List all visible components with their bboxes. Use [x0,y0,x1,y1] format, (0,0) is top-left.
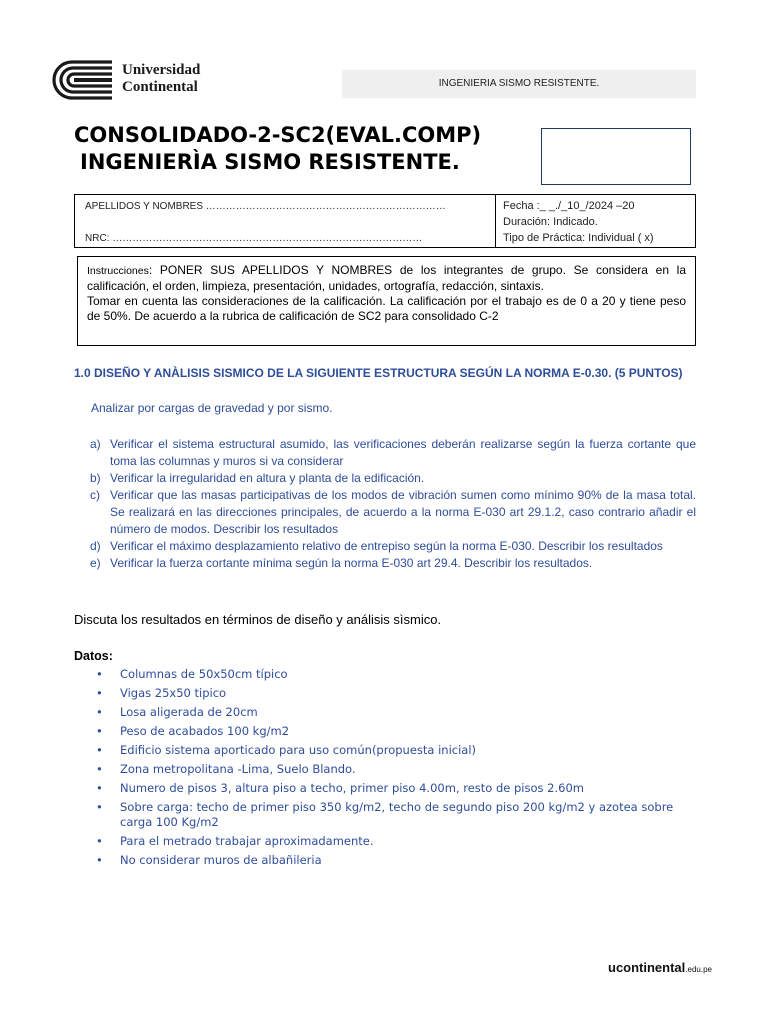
bullet-icon: • [96,743,103,757]
intro-text: Analizar por cargas de gravedad y por sismo. [91,401,333,415]
task-text: Verificar la fuerza cortante mínima según la norma E-030 art 29.4. Describir los resultados. [110,556,593,570]
title-line-2: INGENIERÌA SISMO RESISTENTE. [80,150,460,174]
logo-line-1: Universidad [122,62,201,78]
datos-item [96,851,696,870]
tasks-list [90,436,696,572]
fecha-field: Fecha :_ _./_10_/2024 –20 [503,200,635,212]
discuss-text: Discuta los resultados en términos de diseño y análisis sìsmico. [74,612,442,627]
task-item [90,538,696,555]
task-item [90,470,696,487]
continental-logo-icon [50,58,114,102]
datos-item [96,722,696,741]
instructions-label: Instrucciones [87,265,149,277]
bullet-icon: • [96,781,103,795]
bullet-icon: • [96,724,103,738]
task-item [90,555,696,572]
university-logo [50,58,230,102]
datos-text: Zona metropolitana -Lima, Suelo Blando. [120,762,356,776]
datos-text: Sobre carga: techo de primer piso 350 kg/m2, techo de segundo piso 200 kg/m2 y azotea sobre carga 100 Kg/m2 [120,800,674,829]
datos-text: Edificio sistema aporticado para uso común(propuesta inicial) [120,743,477,757]
task-text: Verificar que las masas participativas de los modos de vibración sumen como mínimo 90% de la masa total. Se realizará en las direcciones principales, de acuerdo a la norma E-030 art 29.1.2, caso contrario añadir el número de modos. Describir los resultados [110,488,696,536]
datos-list [96,665,696,870]
datos-text: Para el metrado trabajar aproximadamente. [120,834,374,848]
instructions-text-1: : PONER SUS APELLIDOS Y NOMBRES de los integrantes de grupo. Se considera en la calificación, el orden, limpieza, presentación, unidades, ortografía, redacción, sintaxis. [87,263,686,293]
bullet-icon: • [96,853,103,867]
task-text: Verificar el máximo desplazamiento relativo de entrepiso según la norma E-030. Describir los resultados [110,539,663,553]
datos-item [96,741,696,760]
datos-text: Columnas de 50x50cm típico [120,667,288,681]
logo-wordmark [122,62,200,96]
task-marker: d) [90,539,101,553]
title-line-1: CONSOLIDADO-2-SC2(EVAL.COMP) [74,123,482,147]
bullet-icon: • [96,667,103,681]
task-marker: a) [90,437,101,451]
datos-item [96,760,696,779]
instructions-paragraph-1 [87,263,686,294]
datos-item [96,703,696,722]
datos-text: Vigas 25x50 tipico [120,686,227,700]
instructions-text-2: Tomar en cuenta las consideraciones de la calificación. La calificación por el trabajo es de 0 a 20 y tiene peso de 50%. De acuerdo a la rubrica de calificación de SC2 para consolidado C-2 [87,294,686,323]
datos-text: Peso de acabados 100 kg/m2 [120,724,290,738]
bullet-icon: • [96,705,103,719]
datos-heading: Datos: [74,649,113,663]
datos-item [96,832,696,851]
datos-text: Losa aligerada de 20cm [120,705,258,719]
task-marker: e) [90,556,101,570]
apellidos-field: APELLIDOS Y NOMBRES ……………………………………………………………… [85,201,446,212]
datos-item [96,779,696,798]
task-item [90,487,696,538]
datos-item [96,684,696,703]
section-title: 1.0 DISEÑO Y ANÀLISIS SISMICO DE LA SIGUIENTE ESTRUCTURA SEGÚN LA NORMA E-0.30. (5 PUNTOS) [74,366,683,380]
score-box [541,128,691,185]
course-header-band: INGENIERIA SISMO RESISTENTE. [342,70,696,98]
nrc-field: NRC: ………………………………………………………………………………… [85,233,423,244]
bullet-icon: • [96,762,103,776]
bullet-icon: • [96,834,103,848]
footer-brand-name: ucontinental [608,960,686,975]
footer-domain: .edu.pe [685,965,712,974]
task-marker: c) [90,488,100,502]
task-item [90,436,696,470]
task-marker: b) [90,471,101,485]
document-title [74,122,481,176]
duracion-field: Duración: Indicado. [503,216,598,228]
datos-item [96,665,696,684]
instructions-box [77,256,696,346]
exam-info-box [496,194,696,248]
task-text: Verificar el sistema estructural asumido, las verificaciones deberán realizarse según la fuerza cortante que toma las columnas y muros si va considerar [110,437,696,468]
tipo-practica-field: Tipo de Práctica: Individual ( x) [503,232,654,244]
datos-text: No considerar muros de albañileria [120,853,322,867]
footer-brand [608,960,712,975]
bullet-icon: • [96,800,103,814]
bullet-icon: • [96,686,103,700]
logo-line-2: Continental [122,79,198,95]
datos-item [96,798,696,832]
datos-text: Numero de pisos 3, altura piso a techo, primer piso 4.00m, resto de pisos 2.60m [120,781,584,795]
student-info-box [74,194,496,248]
task-text: Verificar la irregularidad en altura y planta de la edificación. [110,471,425,485]
